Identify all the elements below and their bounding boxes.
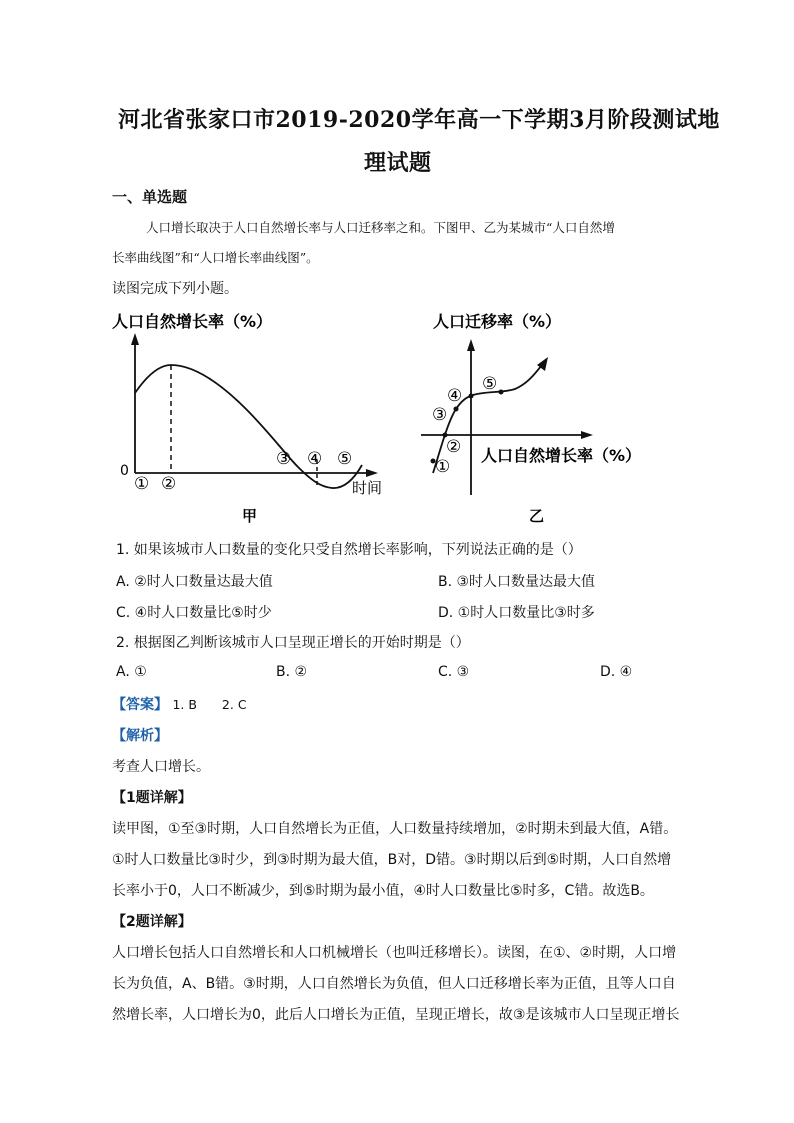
chart-jia-ylabel: 人口自然增长率（%） (112, 312, 273, 331)
chart-yi-point-1: ① (435, 457, 451, 477)
analysis-text: 考查人口增长。 (112, 759, 210, 775)
chart-jia-point-4: ④ (307, 449, 323, 469)
detail1-line3: 长率小于0，人口不断减少，到⑤时期为最小值，④时人口数量比⑤时多，C错。故选B。 (112, 883, 654, 899)
chart-yi-point-3: ③ (432, 405, 448, 425)
chart-jia-x-arrow (366, 469, 378, 477)
chart-yi-point-4: ④ (447, 386, 463, 406)
page-title-line1: 河北省张家口市2019-2020学年高一下学期3月阶段测试地 (118, 107, 720, 133)
q2-option-d: D. ④ (600, 664, 633, 680)
chart-yi-caption: 乙 (529, 507, 545, 525)
chart-yi-point-5: ⑤ (482, 374, 498, 394)
q2-option-c: C. ③ (438, 664, 470, 680)
q1-stem: 1. 如果该城市人口数量的变化只受自然增长率影响，下列说法正确的是（） (116, 542, 582, 558)
answer-value: 1. B 2. C (172, 697, 247, 712)
chart-jia-caption: 甲 (242, 507, 258, 525)
chart-yi-dot-4 (469, 394, 474, 399)
intro-line2: 长率曲线图”和“人口增长率曲线图”。 (112, 250, 319, 265)
chart-yi (415, 305, 665, 530)
chart-yi-ylabel: 人口迁移率（%） (433, 312, 562, 331)
chart-yi-x-arrow (581, 431, 593, 439)
chart-yi-dot-3 (454, 407, 459, 412)
section-heading: 一、单选题 (112, 188, 188, 206)
chart-jia-point-5: ⑤ (337, 449, 353, 469)
detail1-line2: ①时人口数量比③时少，到③时期为最大值，B对，D错。③时期以后到⑤时期，人口自然增 (112, 852, 672, 868)
chart-yi-dot-5 (499, 390, 504, 395)
chart-jia (108, 305, 398, 530)
answer-tag: 【答案】 (112, 697, 168, 713)
analysis-tag: 【解析】 (112, 728, 168, 744)
read-instruction: 读图完成下列小题。 (112, 281, 238, 297)
answer-line (112, 695, 247, 715)
page-title-line2: 理试题 (364, 150, 432, 176)
q2-option-b: B. ② (276, 664, 308, 680)
chart-jia-xlabel: 时间 (352, 479, 383, 497)
q1-option-c: C. ④时人口数量比⑤时少 (116, 605, 272, 621)
chart-jia-point-3: ③ (276, 449, 292, 469)
chart-jia-curve (135, 365, 362, 488)
q1-option-d: D. ①时人口数量比③时多 (438, 605, 595, 621)
intro-line1: 人口增长取决于人口自然增长率与人口迁移率之和。下图甲、乙为某城市“人口自然增 (146, 220, 615, 235)
chart-jia-origin: 0 (120, 463, 129, 479)
q2-option-a: A. ① (116, 664, 147, 680)
detail1-line1: 读甲图，①至③时期，人口自然增长为正值，人口数量持续增加，②时期未到最大值，A错。 (112, 821, 678, 837)
chart-jia-point-2: ② (161, 474, 177, 494)
detail2-line1: 人口增长包括人口自然增长和人口机械增长（也叫迁移增长）。读图，在①、②时期，人口增 (112, 945, 677, 961)
q1-option-a: A. ②时人口数量达最大值 (116, 574, 273, 590)
detail2-line3: 然增长率，人口增长为0，此后人口增长为正值，呈现正增长，故③是该城市人口呈现正增长 (112, 1007, 680, 1023)
chart-jia-point-1: ① (134, 474, 150, 494)
chart-yi-xlabel: 人口自然增长率（%） (481, 446, 642, 465)
q1-option-b: B. ③时人口数量达最大值 (438, 574, 596, 590)
detail1-tag: 【1题详解】 (112, 790, 192, 806)
chart-jia-y-arrow (131, 333, 139, 345)
detail2-tag: 【2题详解】 (112, 914, 192, 930)
chart-yi-point-2: ② (446, 437, 462, 457)
detail2-line2: 长为负值，A、B错。③时期，人口自然增长为负值，但人口迁移增长率为正值，且等人口自 (112, 976, 676, 992)
chart-yi-y-arrow (467, 339, 475, 351)
q2-stem: 2. 根据图乙判断该城市人口呈现正增长的开始时期是（） (116, 635, 470, 651)
